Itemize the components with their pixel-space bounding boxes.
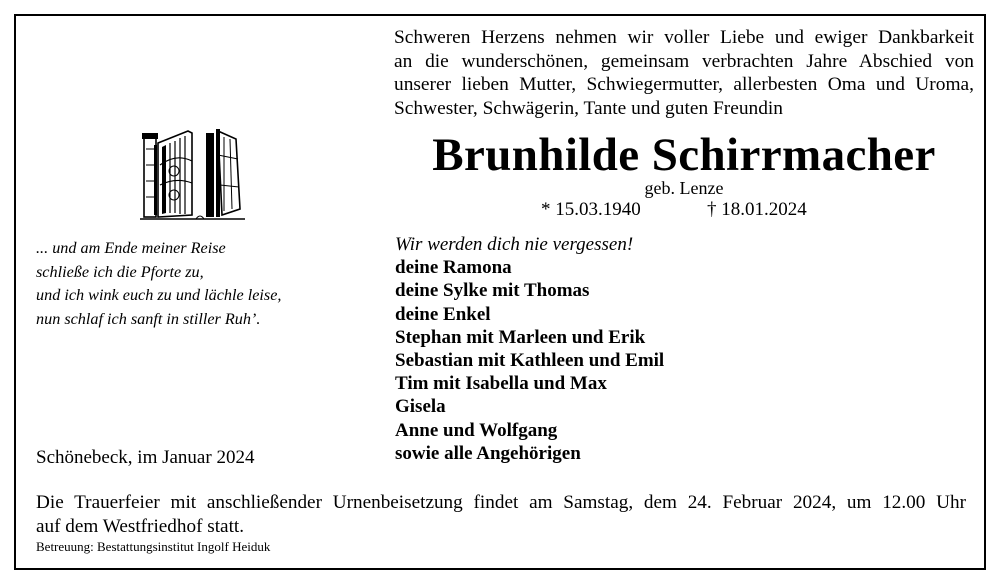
mourner-name: Stephan mit Marleen und Erik (395, 326, 646, 348)
mourner-name: Gisela (395, 396, 446, 418)
intro-line: Schwester, Schwägerin, Tante und guten Freundin (394, 97, 784, 119)
birth-date: * 15.03.1940 (541, 199, 641, 220)
intro-line: Schweren Herzens nehmen wir voller Liebe und ewiger Dankbarkeit (394, 27, 974, 48)
poem-line: nun schlaf ich sanft in stiller Ruh’. (36, 309, 261, 328)
funeral-line: auf dem Westfriedhof statt. (36, 515, 245, 537)
place-date: Schönebeck, im Januar 2024 (36, 447, 255, 468)
mourners-lead: Wir werden dich nie vergessen! (395, 234, 634, 255)
open-garden-gate-icon (140, 125, 245, 223)
poem-line: schließe ich die Pforte zu, (36, 262, 204, 281)
poem-line: und ich wink euch zu und lächle leise, (36, 286, 282, 304)
mourner-name: Anne und Wolfgang (395, 419, 558, 441)
deceased-name: Brunhilde Schirrmacher (432, 129, 936, 181)
mourner-name: Tim mit Isabella und Max (395, 373, 607, 395)
undertaker-credit: Betreuung: Bestattungsinstitut Ingolf Heiduk (36, 539, 271, 554)
death-date: † 18.01.2024 (707, 199, 807, 220)
poem-line: ... und am Ende meiner Reise (36, 239, 226, 257)
poem (36, 237, 366, 331)
intro-line: unserer lieben Mutter, Schwiegermutter, allerbesten Oma und Uroma, (394, 74, 974, 95)
intro-text (394, 26, 974, 120)
birth-name: geb. Lenze (644, 178, 724, 198)
mourners-list (395, 233, 795, 465)
mourner-name: sowie alle Angehörigen (395, 442, 581, 464)
funeral-line: Die Trauerfeier mit anschließender Urnenbeisetzung findet am Samstag, dem 24. Februar 2024, um 12.00 Uhr (36, 492, 966, 513)
funeral-info (36, 491, 966, 538)
mourner-name: deine Sylke mit Thomas (395, 280, 590, 302)
mourner-name: Sebastian mit Kathleen und Emil (395, 350, 665, 372)
mourner-name: deine Ramona (395, 257, 512, 279)
intro-line: an die wunderschönen, gemeinsam verbrachten Jahre Abschied von (394, 50, 974, 72)
mourner-name: deine Enkel (395, 303, 491, 325)
